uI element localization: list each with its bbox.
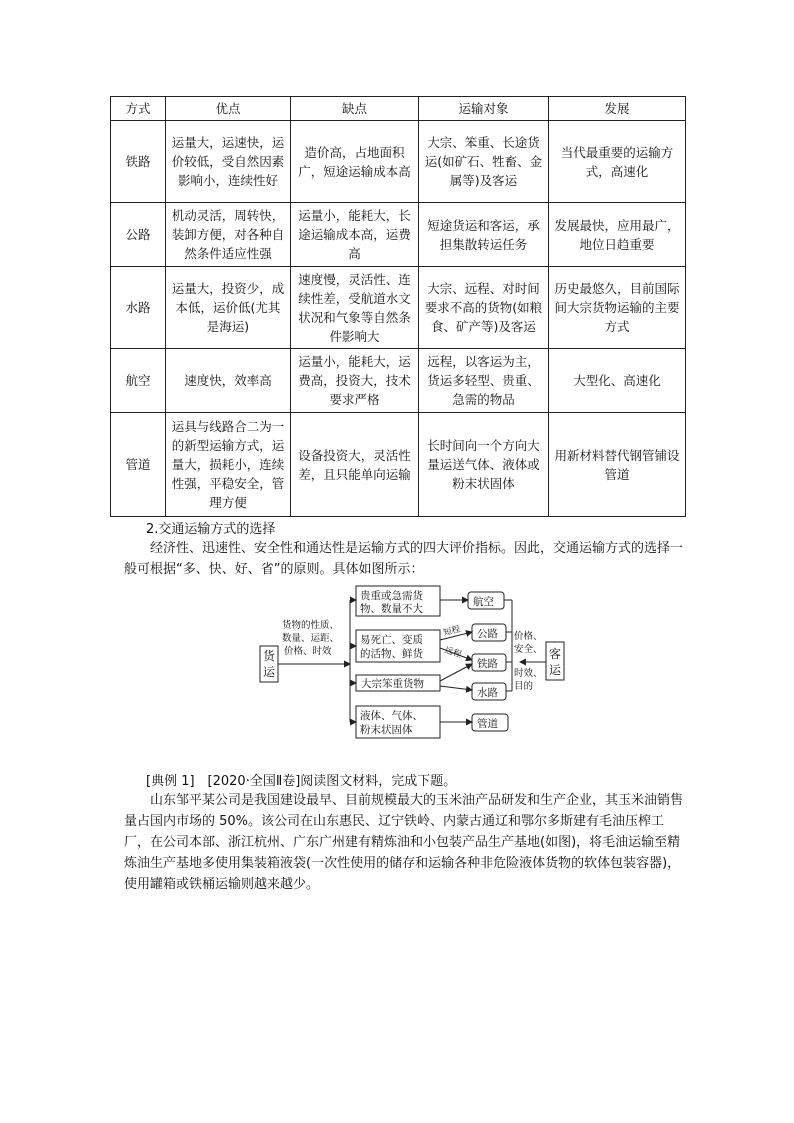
table-cell: 公路 (111, 203, 166, 267)
passenger-label-char-2: 运 (549, 663, 562, 677)
table-cell: 发展最快，应用最广，地位日趋重要 (549, 203, 686, 267)
table-cell: 用新材料替代钢管铺设管道 (549, 413, 686, 517)
header-disadvantages: 缺点 (291, 97, 419, 121)
section-paragraph: 经济性、迅速性、安全性和通达性是运输方式的四大评价指标。因此，交通运输方式的选择一般可根据“多、快、好、省”的原则。具体如图所示： (124, 541, 684, 577)
table-cell: 运具与线路合二为一的新型运输方式，运量大，损耗小，连续性强，平稳安全，管理方便 (166, 413, 291, 517)
table-cell: 大宗、笨重、长途货运(如矿石、牲畜、金属等)及客运 (419, 121, 549, 203)
table-cell: 管道 (111, 413, 166, 517)
table-cell: 设备投资大，灵活性差，且只能单向运输 (291, 413, 419, 517)
table-cell: 长时间向一个方向大量运送气体、液体或粉末状固体 (419, 413, 549, 517)
table-cell: 远程，以客运为主，货运多轻型、贵重、急需的物品 (419, 349, 549, 413)
table-row (111, 349, 686, 413)
goods-label: 大宗笨重货物 (361, 678, 424, 690)
freight-label-char-2: 运 (263, 665, 276, 679)
mode-label-road: 公路 (477, 628, 498, 640)
table-header-row (111, 97, 686, 121)
table-cell: 运量小，能耗大，运费高，投资大，技术要求严格 (291, 349, 419, 413)
passenger-criteria-line-4: 目的 (514, 681, 534, 692)
flow-condition-line-3: 价格、时效 (284, 646, 332, 657)
passenger-criteria-line-3: 时效、 (514, 668, 543, 679)
table-row (111, 203, 686, 267)
goods-label: 贵重或急需货 (360, 590, 423, 602)
table-cell: 运量大，运速快，运价较低，受自然因素影响小，连续性好 (166, 121, 291, 203)
table-cell: 大型化、高速化 (549, 349, 686, 413)
table-cell: 当代最重要的运输方式，高速化 (549, 121, 686, 203)
table-cell: 大宗、远程、对时间要求不高的货物(如粮食、矿产等)及客运 (419, 267, 549, 349)
mode-label-air: 航空 (473, 596, 494, 608)
mode-label-rail: 铁路 (477, 658, 498, 670)
header-mode: 方式 (111, 97, 166, 121)
table-cell: 航空 (111, 349, 166, 413)
example-title: [典例 1] [2020·全国Ⅱ卷]阅读图文材料，完成下题。 (146, 774, 457, 789)
table-row (111, 267, 686, 349)
short-distance-label: 短程 (442, 624, 462, 639)
table-row (111, 121, 686, 203)
passenger-criteria-line-1: 价格、 (514, 631, 543, 642)
table-cell: 水路 (111, 267, 166, 349)
transport-selection-flowchart (250, 582, 570, 744)
freight-label-char-1: 货 (263, 649, 276, 663)
table-cell: 历史最悠久，目前国际间大宗货物运输的主要方式 (549, 267, 686, 349)
goods-label: 物、数量不大 (360, 603, 423, 615)
passenger-label-char-1: 客 (549, 647, 562, 661)
passenger-criteria-line-2: 安全、 (514, 644, 543, 655)
header-advantages: 优点 (166, 97, 291, 121)
table-cell: 铁路 (111, 121, 166, 203)
table-cell: 速度快，效率高 (166, 349, 291, 413)
mode-label-water: 水路 (477, 687, 498, 699)
table-cell: 速度慢，灵活性、连续性差，受航道水文状况和气象等自然条件影响大 (291, 267, 419, 349)
table-cell: 运量大，投资少，成本低，运价低(尤其是海运) (166, 267, 291, 349)
goods-label: 易死亡、变质 (360, 634, 423, 646)
header-objects: 运输对象 (419, 97, 549, 121)
example-paragraph: 山东邹平某公司是我国建设最早、目前规模最大的玉米油产品研发和生产企业，其玉米油销售量占国内市场的 50%。该公司在山东惠民、辽宁铁岭、内蒙古通辽和鄂尔多斯建有毛油压榨工厂，在公司本部、浙江杭州、广东广州建有精炼油和小包装产品生产基地(如图)，将毛油运输至精炼油生产基地多使用集装箱液袋(一次性使用的储存和运输各种非危险液体货物的软体包装容器)，使用罐箱或铁桶运输则越来越少。 (124, 793, 684, 892)
table-cell: 机动灵活，周转快，装卸方便，对各种自然条件适应性强 (166, 203, 291, 267)
header-development: 发展 (549, 97, 686, 121)
goods-label: 液体、气体、 (360, 710, 423, 722)
long-distance-label: 远程 (443, 645, 463, 661)
flow-condition-line-1: 货物的性质、 (282, 620, 340, 631)
section-title: 2.交通运输方式的选择 (146, 522, 276, 537)
table-cell: 造价高，占地面积广，短途运输成本高 (291, 121, 419, 203)
table-cell: 短途货运和客运，承担集散转运任务 (419, 203, 549, 267)
goods-label: 粉末状固体 (360, 724, 413, 736)
transport-comparison-table (110, 96, 686, 517)
goods-label: 的活物、鲜货 (360, 648, 423, 660)
flow-condition-line-2: 数量、运距、 (282, 633, 340, 644)
mode-label-pipeline: 管道 (477, 718, 498, 730)
table-row (111, 413, 686, 517)
table-cell: 运量小，能耗大，长途运输成本高，运费高 (291, 203, 419, 267)
